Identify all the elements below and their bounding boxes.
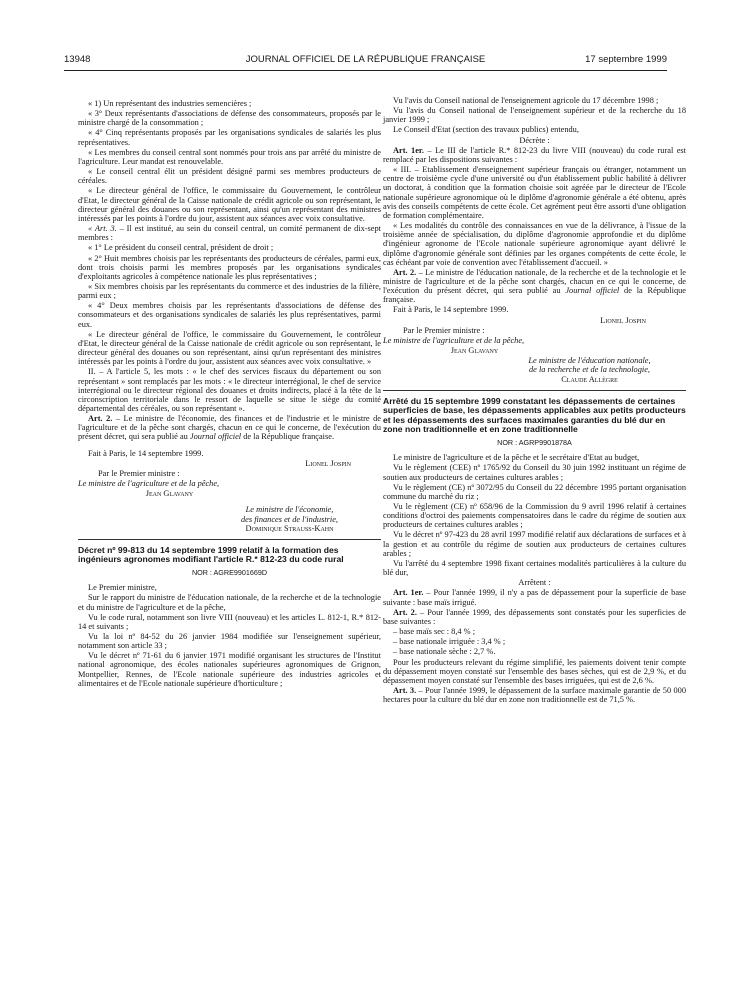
- page-number: 13948: [64, 54, 91, 65]
- paragraph: Vu la loi nº 84-52 du 26 janvier 1984 modifiée sur l'enseignement supérieur, notamment son article 33 ;: [78, 632, 381, 651]
- paragraph: II. – A l'article 5, les mots : « le chef des services fiscaux du département ou son représentant » sont remplacés par les mots : « le directeur interrégional, le chef de service interrégional ou le directeur régional des douanes et droits indirects, placé à la tête de la circonscription territoriale dans le ressort de laquelle se situe le siège du comité départemental des céréales, ou son représentant ».: [78, 367, 381, 413]
- paragraph: « 3° Deux représentants d'associations de défense des consommateurs, proposés par le ministre chargé de la consommation ;: [78, 109, 381, 128]
- paragraph: Vu le code rural, notamment son livre VIII (nouveau) et les articles L. 812-1, R.* 812-14 et suivants ;: [78, 612, 381, 631]
- paragraph: « 1° Le président du conseil central, président de droit ;: [88, 243, 274, 253]
- decree-nor: NOR : AGRE9901669D: [191, 568, 268, 578]
- paragraph: « Le directeur général de l'office, le commissaire du Gouvernement, le contrôleur d'Etat, le directeur général de la Caisse nationale de crédit agricole ou son représentant, le directeur général des douanes ou son représentant, ainsi qu'un représentant des ministres intéressés par les points à l'ordre du jour, assistent aux séances avec voix consultative.: [78, 186, 381, 223]
- paragraph: « Les membres du conseil central sont nommés pour trois ans par arrêté du ministre de l'agriculture. Leur mandat est renouvelable.: [78, 147, 381, 166]
- paragraph: Vu le décret nº 71-61 du 6 janvier 1971 modifié organisant les structures de l'Institut national agronomique, des écoles nationales supérieures agronomiques de Grignon, Montpellier, Rennes, de l'Ecole nationale supérieure des industries agricoles et alimentaires et de l'Ecole nationale supérieure d'horticulture ;: [78, 651, 381, 688]
- paragraph: Vu le règlement (CE) nº 3072/95 du Conseil du 22 décembre 1995 portant organisation commune du marché du riz ;: [383, 482, 686, 501]
- left-column: [78, 99, 381, 689]
- arrete-nor: NOR : AGRP9901878A: [497, 438, 572, 448]
- paragraph: Art. 2. – Pour l'année 1999, des dépassements sont constatés pour les superficies de base suivantes :: [383, 607, 686, 626]
- paragraph: « 4° Deux membres choisis par les représentants d'associations de défense des consommateurs et des organisations syndicales de salariés les plus représentatives, parmi eux.: [78, 301, 381, 329]
- paragraph: « III. – Etablissement d'enseignement supérieur français ou étranger, notamment un centre de troisième cycle d'une université ou d'un établissement public habilité à délivrer un doctorat, à condition que la formation choisie soit agréée par le directeur de l'Ecole nationale supérieure agronomique où le diplôme d'agronomie générale a été obtenu, après avis des conseils compétents de cette école. Cet agrément peut être assorti d'une obligation de formation complémentaire.: [383, 165, 686, 220]
- par-premier-ministre: Par le Premier ministre :: [98, 468, 180, 478]
- minister-agriculture: Le ministre de l'agriculture et de la pêche,: [383, 335, 525, 345]
- par-premier-ministre: Par le Premier ministre :: [403, 325, 485, 335]
- paragraph: Vu le règlement (CEE) nº 1765/92 du Conseil du 30 juin 1992 instituant un régime de soutien aux producteurs de certaines cultures arables ;: [383, 463, 686, 482]
- paragraph: « Le directeur général de l'office, le commissaire du Gouvernement, le contrôleur d'Etat, le directeur général de la Caisse nationale de crédit agricole ou son représentant, le directeur général des douanes ou son représentant, ainsi qu'un représentant des ministres intéressés par les points à l'ordre du jour, assistent aux séances avec voix consultative. »: [78, 329, 381, 367]
- issue-date: 17 septembre 1999: [585, 54, 667, 65]
- paragraph: « Le conseil central élit un président désigné parmi ses membres producteurs de céréales.: [78, 167, 381, 186]
- paragraph: Pour les producteurs relevant du régime simplifié, les paiements doivent tenir compte du dépassement moyen constaté sur l'ensemble des bases sèches, qui est de 2,9 %, et du dépassement moyen constaté sur l'ensemble des bases irriguées, qui est de 2,6 %.: [383, 657, 686, 685]
- list-item: – base nationale irriguée : 3,4 % ;: [393, 637, 506, 647]
- paragraph: « Art. 3. – Il est institué, au sein du conseil central, un comité permanent de dix-sept membres :: [78, 224, 381, 243]
- page-header: [64, 54, 667, 68]
- paragraph: Art. 3. – Pour l'année 1999, le dépassement de la surface maximale garantie de 50 000 hectares pour la culture du blé dur en zone non traditionnelle est de 71,5 %.: [383, 685, 686, 705]
- paragraph: Art. 1er. – Le III de l'article R.* 812-23 du livre VIII (nouveau) du code rural est remplacé par les dispositions suivantes :: [383, 145, 687, 164]
- paragraph: Le Conseil d'Etat (section des travaux publics) entendu,: [393, 125, 579, 135]
- signature-economy: Le ministre de l'économie, des finances et de l'industrie, Dominique Strauss-Kahn: [240, 505, 339, 533]
- article-label: Art. 1er.: [393, 588, 424, 598]
- signature-education: Le ministre de l'éducation nationale, de la recherche et de la technologie, Claude Allègre: [528, 356, 651, 384]
- arrete-title: Arrêté du 15 septembre 1999 constatant les dépassements de certaines superficies de base, les dépassements applicables aux petits producteurs et les dépassements des surfaces maximales garanties du blé dur en zone non traditionnelle et en zone traditionnelle: [383, 395, 686, 435]
- paragraph: Art. 2. – Le ministre de l'économie, des finances et de l'industrie et le ministre de l'agriculture et de la pêche sont chargés, chacun en ce qui le concerne, de l'exécution du présent décret, qui sera publié au Journal officiel de la République française.: [78, 414, 382, 442]
- right-column: [383, 96, 686, 705]
- article-label: Art. 3.: [393, 685, 417, 695]
- decree-title: Décret nº 99-813 du 14 septembre 1999 relatif à la formation des ingénieurs agronomes modifiant l'article R.* 812-23 du code rural: [78, 544, 344, 565]
- paragraph: « 1) Un représentant des industries semencières ;: [88, 99, 252, 108]
- paragraph: Vu l'avis du Conseil national de l'enseignement supérieur et de la recherche du 18 janvier 1999 ;: [383, 106, 686, 125]
- arretent-heading: Arrêtent :: [518, 578, 551, 588]
- paragraph: Art. 2. – Le ministre de l'éducation nationale, de la recherche et de la technologie et le ministre de l'agriculture et de la pêche sont chargés, chacun en ce qui le concerne, de l'exécution du présent décret, qui sera publié au Journal officiel de la République française.: [383, 267, 686, 305]
- list-item: – base maïs sec : 8,4 % ;: [393, 627, 476, 637]
- done-at: Fait à Paris, le 14 septembre 1999.: [393, 305, 509, 315]
- header-rule: [64, 70, 667, 71]
- paragraph: Art. 1er. – Pour l'année 1999, il n'y a pas de dépassement pour la superficie de base suivante : base maïs irrigué.: [383, 588, 687, 607]
- signature-agriculture: Jean Glavany: [450, 346, 499, 356]
- paragraph: Le ministre de l'agriculture et de la pêche et le secrétaire d'Etat au budget,: [393, 453, 640, 463]
- minister-agriculture: Le ministre de l'agriculture et de la pêche,: [78, 479, 220, 489]
- section-divider: [78, 539, 381, 540]
- paragraph: « Les modalités du contrôle des connaissances en vue de la délivrance, à l'issue de la troisième année de spécialisation, du diplôme d'agronomie approfondie et du diplôme d'ingénieur agronome de l'Ecole nationale supérieure agronomique ayant délivré le diplôme d'agronomie générale sont définies par les organes compétents de cette école, le cas échéant par voie de convention avec l'établissement d'accueil. »: [383, 221, 686, 267]
- decrete-heading: Décrète :: [519, 135, 550, 145]
- paragraph: « 2° Huit membres choisis par les représentants des producteurs de céréales, parmi eux, dont trois choisis parmi les membres proposés par les organisations syndicales d'exploitants agricoles à compétence nationale les plus représentatives ;: [78, 253, 381, 281]
- paragraph: Le Premier ministre,: [88, 583, 157, 593]
- done-at: Fait à Paris, le 14 septembre 1999.: [88, 448, 204, 458]
- paragraph: « Six membres choisis par les représentants du commerce et des industries de la filière, parmi eux ;: [78, 281, 381, 301]
- signature-pm: Lionel Jospin: [600, 315, 646, 325]
- article-label: Art. 2.: [393, 607, 417, 617]
- paragraph: Vu le règlement (CE) nº 658/96 de la Commission du 9 avril 1996 relatif à certaines conditions d'octroi des paiements compensatoires dans le cadre du régime de soutien aux producteurs de certaines cultures arables ;: [383, 502, 686, 530]
- list-item: – base nationale sèche : 2,7 %.: [393, 647, 496, 657]
- article-label: Art. 2.: [88, 414, 113, 424]
- signature-agriculture: Jean Glavany: [145, 489, 194, 499]
- journal-title: JOURNAL OFFICIEL DE LA RÉPUBLIQUE FRANÇAISE: [245, 54, 486, 65]
- paragraph: Vu l'avis du Conseil national de l'enseignement agricole du 17 décembre 1998 ;: [393, 96, 659, 105]
- signature-pm: Lionel Jospin: [305, 458, 351, 468]
- article-label: « Art. 3.: [88, 224, 117, 234]
- paragraph: Sur le rapport du ministre de l'éducation nationale, de la recherche et de la technologie et du ministre de l'agriculture et de la pêche,: [78, 593, 381, 612]
- section-divider: [383, 390, 686, 391]
- article-label: Art. 2.: [393, 267, 417, 277]
- paragraph: Vu le décret nº 97-423 du 28 avril 1997 modifié relatif aux déclarations de surfaces et à la gestion et au contrôle du régime de soutien aux producteurs de certaines cultures arables ;: [383, 530, 686, 558]
- article-label: Art. 1er.: [393, 145, 424, 155]
- paragraph: Vu l'arrêté du 4 septembre 1998 fixant certaines modalités particulières à la culture du blé dur,: [383, 558, 686, 578]
- paragraph: « 4° Cinq représentants proposés par les organisations syndicales de salariés les plus représentatives.: [78, 128, 381, 147]
